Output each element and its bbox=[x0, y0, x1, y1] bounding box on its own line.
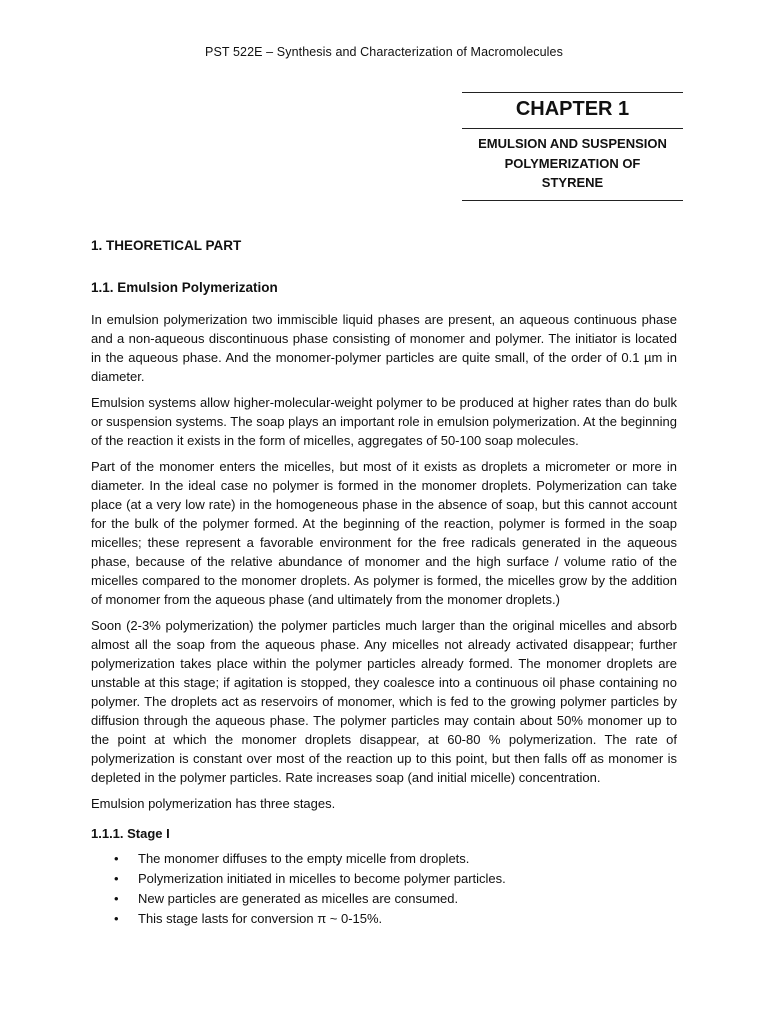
list-item bbox=[91, 909, 677, 929]
list-item bbox=[91, 849, 677, 869]
body-content bbox=[91, 236, 677, 929]
stage-bullet-list bbox=[91, 849, 677, 929]
bullet-icon: • bbox=[114, 851, 119, 866]
bullet-icon: • bbox=[114, 871, 119, 886]
chapter-subtitle bbox=[462, 129, 683, 200]
stage-heading: 1.1.1. Stage I bbox=[91, 826, 170, 841]
bullet-icon: • bbox=[114, 911, 119, 926]
paragraph: In emulsion polymerization two immiscible liquid phases are present, an aqueous continuous phase and a non-aqueous discontinuous phase consisting of monomer and polymer. The initiator is located in the aqueous phase. And the monomer-polymer particles are quite small, of the order of 0.1 µm in diameter. bbox=[91, 312, 677, 384]
paragraph: Part of the monomer enters the micelles, but most of it exists as droplets a micrometer or more in diameter. In the ideal case no polymer is formed in the monomer droplets. Polymerization can take place (at a very low rate) in the homogeneous phase in the absence of soap, but this cannot account for the bulk of the polymer formed. At the beginning of the reaction, polymer is formed in the soap micelles; these represent a favorable environment for the free radicals generated in the aqueous phase, because of the relative abundance of monomer and the high surface / volume ratio of the micelles compared to the monomer droplets. As polymer is formed, the micelles grow by the addition of monomer from the aqueous phase (and ultimately from the monomer droplets.) bbox=[91, 459, 677, 607]
chapter-subtitle-line: POLYMERIZATION OF bbox=[504, 155, 641, 171]
chapter-title: CHAPTER 1 bbox=[515, 98, 630, 120]
list-item-text: Polymerization initiated in micelles to become polymer particles. bbox=[138, 871, 506, 886]
subsection-heading: 1.1. Emulsion Polymerization bbox=[91, 280, 278, 295]
bullet-icon: • bbox=[114, 891, 119, 906]
list-item bbox=[91, 889, 677, 909]
list-item-text: New particles are generated as micelles are consumed. bbox=[138, 891, 459, 906]
running-header: PST 522E – Synthesis and Characterization of Macromolecules bbox=[205, 45, 563, 59]
list-item-text: This stage lasts for conversion π ~ 0-15%. bbox=[138, 911, 383, 926]
paragraph: Emulsion systems allow higher-molecular-weight polymer to be produced at higher rates than do bulk or suspension systems. The soap plays an important role in emulsion polymerization. At the beginning of the reaction it exists in the form of micelles, aggregates of 50-100 soap molecules. bbox=[91, 395, 677, 448]
chapter-title-block bbox=[462, 92, 683, 201]
chapter-bottom-rule bbox=[462, 200, 683, 201]
section-heading: 1. THEORETICAL PART bbox=[91, 238, 242, 253]
chapter-subtitle-line: STYRENE bbox=[541, 175, 604, 190]
paragraph: Emulsion polymerization has three stages. bbox=[91, 796, 336, 811]
paragraph: Soon (2-3% polymerization) the polymer particles much larger than the original micelles and absorb almost all the soap from the aqueous phase. Any micelles not already activated disappear; further polymerization takes place within the polymer particles already formed. The monomer droplets are unstable at this stage; if agitation is stopped, they coalesce into a continuous oil phase containing no polymer. The droplets act as reservoirs of monomer, which is fed to the growing polymer particles by diffusion through the aqueous phase. The polymer particles may contain about 50% monomer up to the point at which the monomer droplets disappear, at 60-80 % polymerization. The rate of polymerization is constant over most of the reaction up to this point, but then falls off as monomer is depleted in the polymer particles. Rate increases soap (and initial micelle) concentration. bbox=[91, 618, 677, 785]
chapter-subtitle-line: EMULSION AND SUSPENSION bbox=[478, 136, 667, 151]
list-item-text: The monomer diffuses to the empty micelle from droplets. bbox=[138, 851, 470, 866]
list-item bbox=[91, 869, 677, 889]
